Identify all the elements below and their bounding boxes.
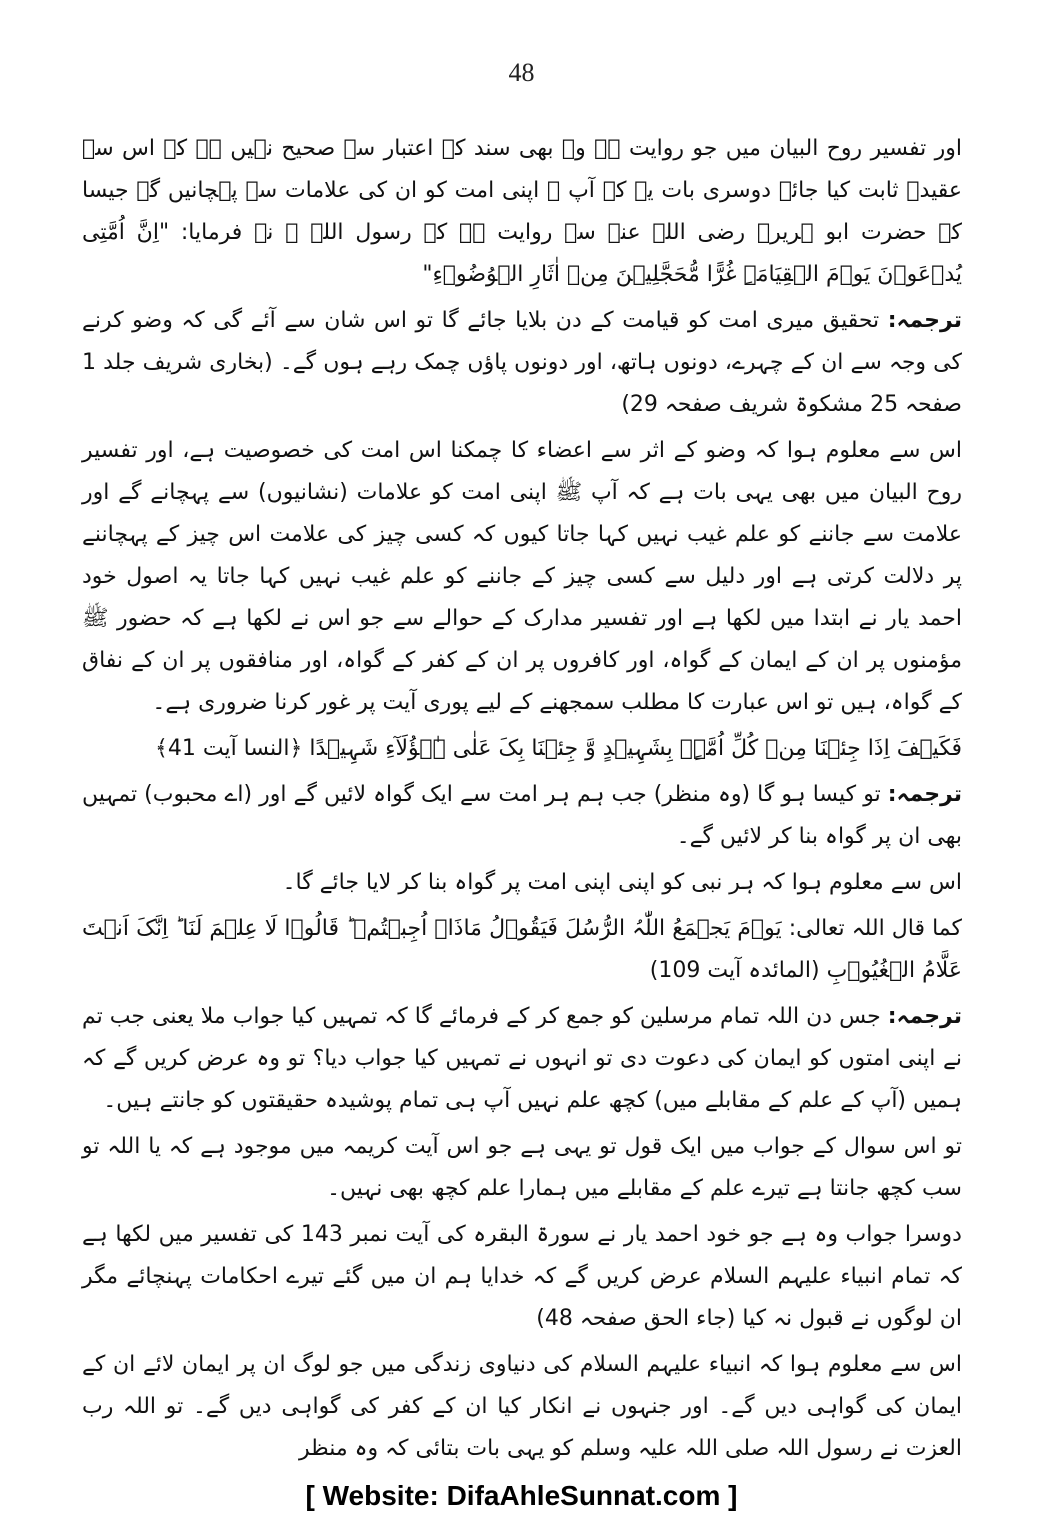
paragraph-8-translation xyxy=(82,996,962,1122)
paragraph-text: تو اس سوال کے جواب میں ایک قول تو یہی ہے جو اس آیت کریمہ میں موجود ہے کہ یا اللہ تو سب کچھ جانتا ہے تیرے علم کے مقابلے میں ہمارا علم کچھ بھی نہیں۔ xyxy=(82,1134,962,1201)
paragraph-text: فَکَیۡفَ اِذَا جِئۡنَا مِنۡ کُلِّ اُمَّۃٍۭ بِشَہِیۡدٍ وَّ جِئۡنَا بِکَ عَلٰی ہٰۤؤُلَآءِ شَہِیۡدًا ﴿النسا آیت 41﴾ xyxy=(154,736,962,761)
paragraph-text: تو کیسا ہو گا (وہ منظر) جب ہم ہر امت سے ایک گواہ لائیں گے اور (اے محبوب) تمہیں بھی ان پر گواہ بنا کر لائیں گے۔ xyxy=(82,782,962,849)
quran-verse-nisa xyxy=(82,728,962,770)
website-footer: [ Website: DifaAhleSunnat.com ] xyxy=(305,1480,738,1511)
paragraph-5-translation xyxy=(82,774,962,858)
page-body xyxy=(82,128,962,1474)
paragraph-10 xyxy=(82,1214,962,1340)
paragraph-9 xyxy=(82,1126,962,1210)
paragraph-text: اور تفسیر روح البیان میں جو روایت ہے وہ بھی سند کے اعتبار سے صحیح نہیں ہے کہ اس سے عقیدہ ثابت کیا جائے دوسری بات یہ کہ آپ ﷺ اپنی امت کو ان کی علامات سے پہچانیں گے جیسا کہ حضرت ابو ہریرہ رضی اللہ عنہ سے روایت ہے کہ رسول اللہ ﷺ نے فرمایا: "اِنَّ اُمَّتِی یُدۡعَوۡنَ یَوۡمَ الۡقِیَامَۃِ غُرًّا مُّحَجَّلِیۡنَ مِنۡ اٰثَارِ الۡوُضُوۡءِ" xyxy=(82,136,962,287)
paragraph-text: کما قال اللہ تعالی: یَوۡمَ یَجۡمَعُ اللّٰہُ الرُّسُلَ فَیَقُوۡلُ مَاذَاۤ اُجِبۡتُمۡ ؕ قَالُوۡا لَا عِلۡمَ لَنَا ؕ اِنَّکَ اَنۡتَ عَلَّامُ الۡغُیُوۡبِ (المائدہ آیت 109) xyxy=(82,916,962,983)
paragraph-text: جس دن اللہ تمام مرسلین کو جمع کر کے فرمائے گا کہ تمہیں کیا جواب ملا یعنی جب تم نے اپنی امتوں کو ایمان کی دعوت دی تو انہوں نے تمہیں کیا جواب دیا؟ تو وہ عرض کریں گے کہ ہمیں (آپ کے علم کے مقابلے میں) کچھ علم نہیں آپ ہی تمام پوشیدہ حقیقتوں کو جانتے ہیں۔ xyxy=(82,1004,962,1113)
paragraph-text: اس سے معلوم ہوا کہ وضو کے اثر سے اعضاء کا چمکنا اس امت کی خصوصیت ہے، اور تفسیر روح البیان میں بھی یہی بات ہے کہ آپ ﷺ اپنی امت کو علامات (نشانیوں) سے پہچانے گے اور علامت سے جاننے کو علم غیب نہیں کہا جاتا کیوں کہ کسی چیز کی علامت اس چیز کے پہچاننے پر دلالت کرتی ہے اور دلیل سے کسی چیز کے جاننے کو علم غیب نہیں کہا جاتا یہ اصول خود احمد یار نے ابتدا میں لکھا ہے اور تفسیر مدارک کے حوالے سے جو اس نے لکھا ہے کہ حضور ﷺ مؤمنوں پر ان کے ایمان کے گواہ، اور کافروں پر ان کے کفر کے گواہ، اور منافقوں پر ان کے نفاق کے گواہ، ہیں تو اس عبارت کا مطلب سمجھنے کے لیے پوری آیت پر غور کرنا ضروری ہے۔ xyxy=(82,438,962,715)
paragraph-3 xyxy=(82,430,962,724)
translation-label: ترجمہ: xyxy=(887,308,962,333)
paragraph-11 xyxy=(82,1344,962,1470)
translation-label: ترجمہ: xyxy=(887,782,962,807)
paragraph-text: دوسرا جواب وہ ہے جو خود احمد یار نے سورۃ البقرہ کی آیت نمبر 143 کی تفسیر میں لکھا ہے کہ تمام انبیاء علیہم السلام عرض کریں گے کہ خدایا ہم ان میں گئے تیرے احکامات پہنچائے مگر ان لوگوں نے قبول نہ کیا (جاء الحق صفحہ 48) xyxy=(82,1222,962,1331)
paragraph-1 xyxy=(82,128,962,296)
paragraph-text: اس سے معلوم ہوا کہ ہر نبی کو اپنی اپنی امت پر گواہ بنا کر لایا جائے گا۔ xyxy=(282,870,962,895)
paragraph-text: تحقیق میری امت کو قیامت کے دن بلایا جائے گا تو اس شان سے آئے گی کہ وضو کرنے کی وجہ سے ان کے چہرے، دونوں ہاتھ، اور دونوں پاؤں چمک رہے ہوں گے۔ (بخاری شریف جلد 1 صفحہ 25 مشکوۃ شریف صفحہ 29) xyxy=(82,308,962,417)
paragraph-6 xyxy=(82,862,962,904)
paragraph-text: اس سے معلوم ہوا کہ انبیاء علیہم السلام کی دنیاوی زندگی میں جو لوگ ان پر ایمان لائے ان کے ایمان کی گواہی دیں گے۔ اور جنہوں نے انکار کیا ان کے کفر کی گواہی دیں گے۔ تو اللہ رب العزت نے رسول اللہ صلی اللہ علیہ وسلم کو یہی بات بتائی کہ وہ منظر xyxy=(82,1352,962,1461)
page-number: 48 xyxy=(508,58,535,87)
translation-label: ترجمہ: xyxy=(887,1004,962,1029)
quran-verse-maida xyxy=(82,908,962,992)
paragraph-2-translation xyxy=(82,300,962,426)
